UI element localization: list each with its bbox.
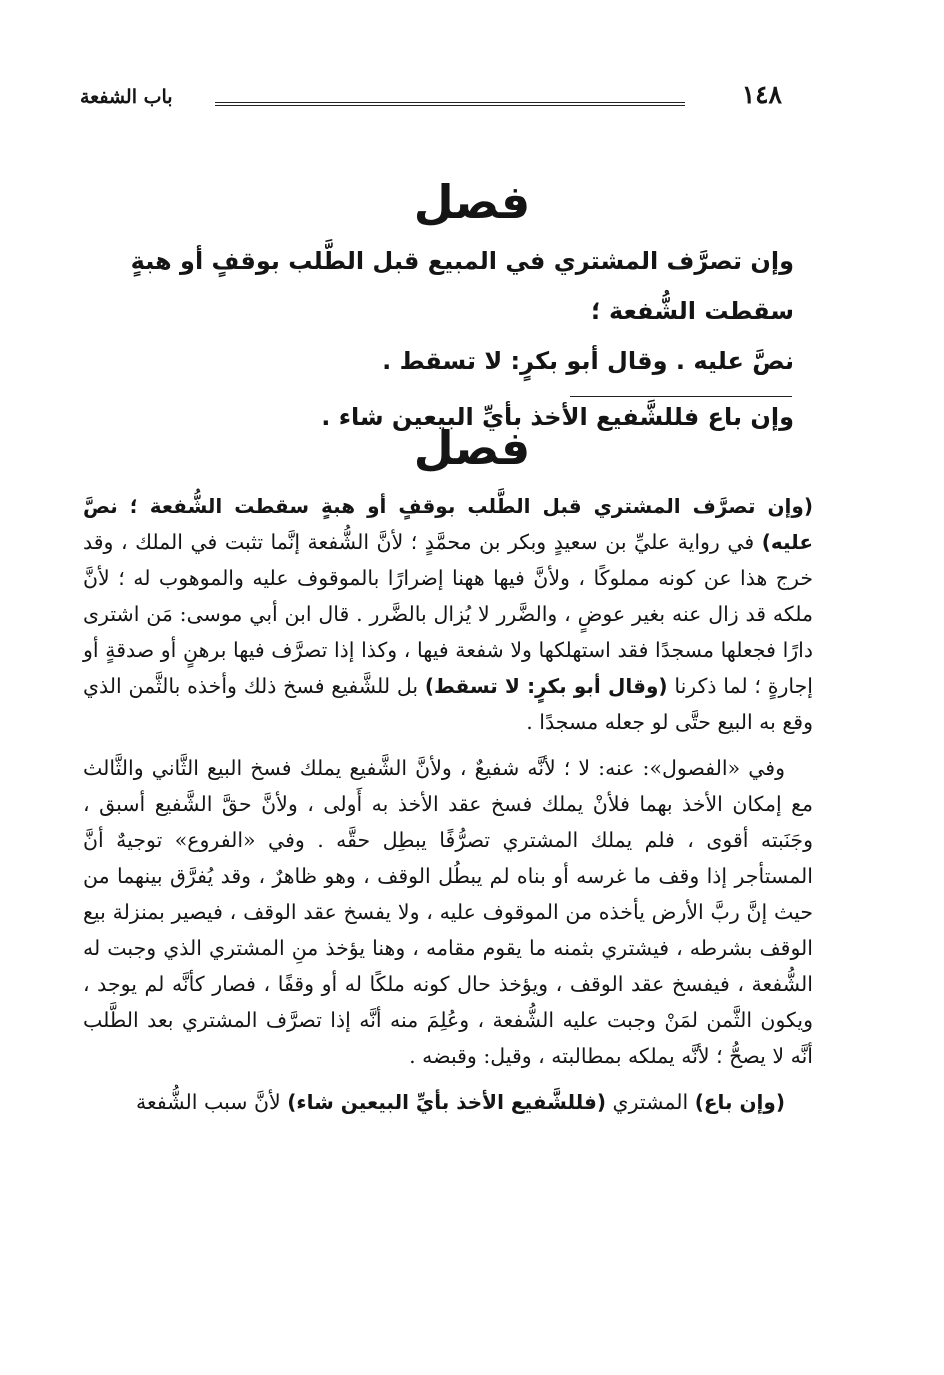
section-divider	[570, 396, 792, 397]
commentary-paragraph-2: وفي «الفصول»: عنه: لا ؛ لأنَّه شفيعٌ ، ولأنَّ الشَّفيع يملك فسخ البيع الثَّاني والثَّالث مع إمكان الأخذ بهما فلأنْ يملك فسخ عقد الأخذ به أَولى ، ولأنَّ حقَّ الشَّفيع أسبق ، وجَنَبته أقوى ، فلم يملك المشتري تصرُّفًا يبطِل حقَّه . وفي «الفروع» توجيهٌ أنَّ المستأجر إذا وقف ما غرسه أو بناه لم يبطُل الوقف ، وهو ظاهرٌ ، وقد يُفرَّق بينهما من حيث إنَّ ربَّ الأرض يأخذه من الموقوف عليه ، ولا يفسخ عقد الوقف ، فيصير بمنزلة بيع الوقف بشرطه ، فيشتري بثمنه ما يقوم مقامه ، وهنا يؤخذ منِ المشتري الذي وجبت له الشُّفعة ، فيفسخ عقد الوقف ، ويؤخذ حال كونه ملكًا له أو وقفًا ، فصار كأنَّه لم يوجد ، ويكون الثَّمن لمَنْ وجبت عليه الشُّفعة ، وعُلِمَ منه أنَّه إذا تصرَّف المشتري بعد الطَّلب أنَّه لا يصحُّ ؛ لأنَّه يملكه بمطالبته ، وقيل: وقبضه .	[83, 756, 813, 1068]
commentary-text: لأنَّ سبب الشُّفعة	[136, 1090, 288, 1114]
quoted-matn: (فللشَّفيع الأخذ بأيِّ البيعين شاء)	[287, 1090, 607, 1114]
section-heading-1: فصل	[413, 175, 531, 229]
commentary-block	[83, 488, 813, 1130]
quoted-matn: (وإن باع)	[694, 1090, 785, 1114]
header-rule	[215, 102, 685, 106]
running-title: باب الشفعة	[80, 86, 173, 108]
commentary-text: المشتري	[606, 1090, 695, 1114]
running-header	[80, 80, 810, 120]
quoted-matn: (وقال أبو بكرٍ: لا تسقط)	[424, 674, 668, 698]
commentary-paragraph-3	[83, 1084, 813, 1120]
commentary-text: في رواية عليِّ بن سعيدٍ وبكر بن محمَّدٍ ؛ لأنَّ الشُّفعة إنَّما تثبت في الملك ، وقد خرج هذا عن كونه مملوكًا ، ولأنَّ فيها ههنا إضرارًا بالموقوف عليه والموهوب له ؛ لأنَّ ملكه قد زال عنه بغير عوضٍ ، والضَّرر لا يُزال بالضَّرر . قال ابن أبي موسى: مَن اشترى دارًا فجعلها مسجدًا فقد استهلكها ولا شفعة فيها ، وكذا إذا تصرَّف فيها برهنٍ أو صدقةٍ أو إجارةٍ ؛ لما ذكرنا	[83, 530, 813, 698]
matn-block	[74, 236, 794, 442]
quoted-matn: (وإن تصرَّف المشتري قبل الطَّلب بوقفٍ أو هبةٍ سقطت الشُّفعة ؛ نصَّ عليه)	[83, 494, 813, 554]
matn-line-3: وإن باع فللشَّفيع الأخذ بأيِّ البيعين شاء .	[321, 403, 794, 431]
commentary-text: بل للشَّفيع فسخ ذلك وأخذه بالثَّمن الذي وقع به البيع حتَّى لو جعله مسجدًا .	[83, 674, 813, 734]
section-heading-2: فصل	[413, 421, 531, 475]
commentary-paragraph-1	[83, 488, 813, 740]
matn-line-1: وإن تصرَّف المشتري في المبيع قبل الطَّلب بوقفٍ أو هبةٍ سقطت الشُّفعة ؛	[130, 247, 794, 325]
matn-line-2: نصَّ عليه . وقال أبو بكرٍ: لا تسقط .	[382, 347, 794, 375]
page-number: ١٤٨	[741, 80, 782, 109]
